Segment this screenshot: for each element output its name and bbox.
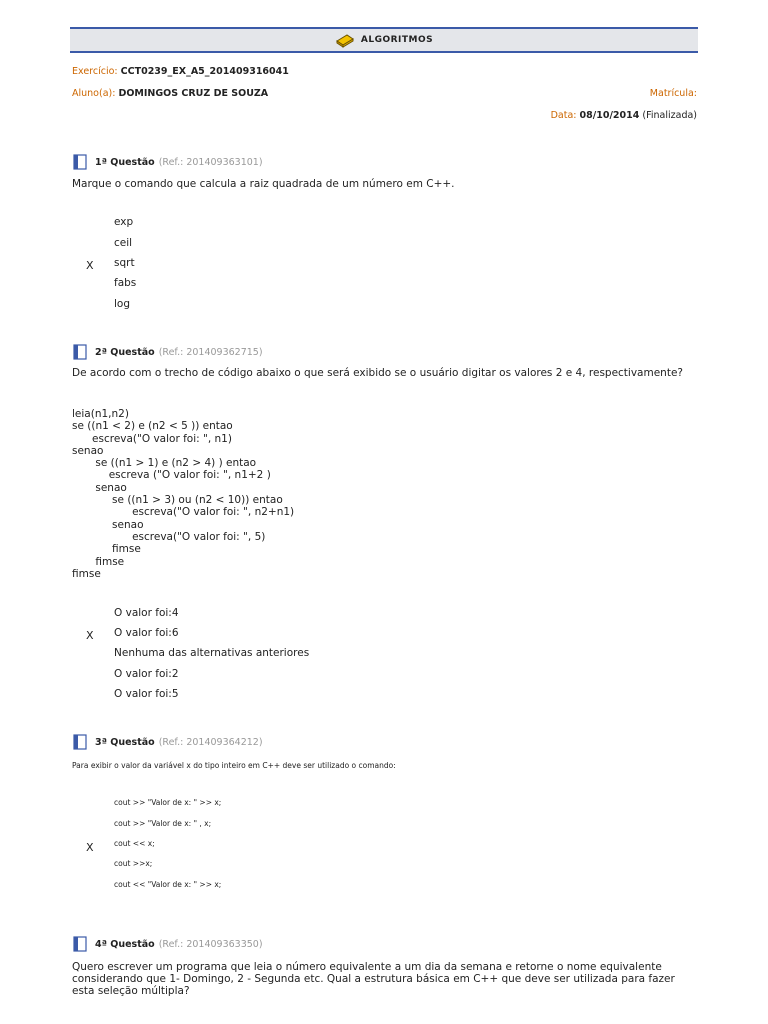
question-header [72,344,263,360]
question-number: 3ª Questão [95,736,155,748]
question-text-line: esta seleção múltipla? [72,985,190,997]
answer-mark: X [86,259,94,272]
question-ref: (Ref.: 201409363350) [158,938,263,950]
alternative[interactable]: exp [114,216,134,228]
question-text: De acordo com o trecho de código abaixo o que será exibido se o usuário digitar os valores 2 e 4, respectivamente? [72,367,683,379]
student-value: DOMINGOS CRUZ DE SOUZA [118,88,269,99]
registration-label: Matrícula: [649,88,697,99]
exercise-info [72,66,289,77]
alternative[interactable]: cout >> "Valor de x: " >> x; [114,798,222,807]
alternative[interactable]: cout << x; [114,839,155,848]
alternative[interactable]: fabs [114,277,137,289]
question-number: 1ª Questão [95,156,155,168]
document-icon [72,154,88,170]
alternative[interactable]: Nenhuma das alternativas anteriores [114,647,310,659]
alternative[interactable]: cout >> "Valor de x: " , x; [114,819,212,828]
alternative[interactable]: O valor foi:6 [114,627,179,639]
question-text-line: Quero escrever um programa que leia o número equivalente a um dia da semana e retorne o nome equivalente [72,961,662,973]
exercise-value: CCT0239_EX_A5_201409316041 [120,66,289,77]
document-icon [72,734,88,750]
alternative[interactable]: O valor foi:5 [114,688,179,700]
registration-info [650,88,697,99]
question-text-line: considerando que 1- Domingo, 2 - Segunda etc. Qual a estrutura básica em C++ que deve ser utilizada para fazer [72,973,675,985]
alternative[interactable]: O valor foi:4 [114,607,179,619]
question-ref: (Ref.: 201409362715) [158,346,263,358]
alternative[interactable]: O valor foi:2 [114,668,179,680]
student-label: Aluno(a): [72,88,116,99]
question-text: Para exibir o valor da variável x do tipo inteiro em C++ deve ser utilizado o comando: [72,761,396,770]
exercise-label: Exercício: [72,66,118,77]
question-ref: (Ref.: 201409363101) [158,156,263,168]
date-label: Data: [550,110,577,121]
page-title: ALGORITMOS [360,35,434,45]
date-value: 08/10/2014 [579,110,640,121]
question-header [72,936,263,952]
question-header [72,154,263,170]
document-icon [72,344,88,360]
student-info [72,88,268,99]
alternative[interactable]: ceil [114,237,133,249]
answer-mark: X [86,841,94,854]
question-header [72,734,263,750]
question-number: 2ª Questão [95,346,155,358]
document-icon [72,936,88,952]
date-info [551,110,697,121]
alternative[interactable]: sqrt [114,257,135,269]
question-ref: (Ref.: 201409364212) [158,736,263,748]
answer-mark: X [86,629,94,642]
alternative[interactable]: log [114,298,131,310]
status-text: (Finalizada) [642,110,697,121]
book-icon [335,32,355,48]
header-bar [70,27,698,53]
alternative[interactable]: cout >>x; [114,859,153,868]
code-snippet: leia(n1,n2) se ((n1 < 2) e (n2 < 5 )) entao escreva("O valor foi: ", n1) senao se ((n1 > 1) e (n2 > 4) ) entao escreva ("O valor foi: ", n1+2 ) senao se ((n1 > 3) ou (n2 < 10)) entao escreva("O valor foi: ", n2+n1) senao escreva("O valor foi: ", 5) fimse fimse fimse [72,408,295,580]
question-text: Marque o comando que calcula a raiz quadrada de um número em C++. [72,178,455,190]
alternative[interactable]: cout << "Valor de x: " >> x; [114,880,222,889]
question-number: 4ª Questão [95,938,155,950]
